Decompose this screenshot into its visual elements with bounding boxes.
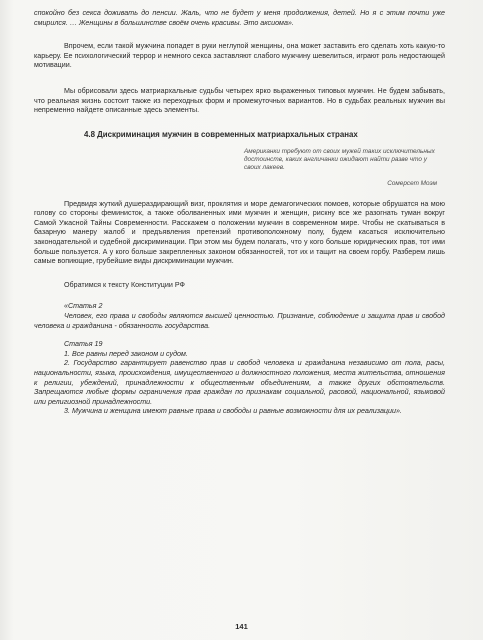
article-19-item-1: 1. Все равны перед законом и судом.	[64, 349, 188, 358]
article-2-text: Человек, его права и свободы являются высшей ценностью. Признание, соблюдение и защита прав и свобод человека и гражданина - обязанность государства.	[34, 311, 445, 330]
top-quote: спокойно без секса доживать до пенсии. Жаль, что не будет у меня продолжения, детей. Но я с этим почти уже смирился. … Женщины в большинстве своём очень красивы. Это аксиома».	[34, 9, 445, 27]
constitution-quote	[34, 302, 445, 417]
article-19-item-2: 2. Государство гарантирует равенство прав и свобод человека и гражданина независимо от пола, расы, национальности, языка, происхождения, имущественного и должностного положения, места жительства, отношения к религии, убеждений, принадлежности к общественным объединениям, а также других обстоятельств. Запрещаются любые формы ограничения прав граждан по признакам социальной, расовой, национальной, языковой или религиозной принадлежности.	[34, 359, 445, 406]
epigraph-author: Сомерсет Моэм	[387, 179, 437, 187]
paragraph-2: Мы обрисовали здесь матриархальные судьбы четырех ярко выраженных типовых мужчин. Не будем забывать, что реальная жизнь состоит также из переходных форм и промежуточных вариантов. Но в судьбах реальных мужчин вы непременно найдете описанные здесь элементы.	[34, 86, 445, 115]
constitution-intro: Обратимся к тексту Конституции РФ	[64, 280, 185, 289]
article-19-title: Статья 19	[64, 340, 103, 349]
article-19-item-3: 3. Мужчина и женщина имеют равные права и свободы и равные возможности для их реализации».	[64, 407, 402, 416]
section-heading: 4.8 Дискриминация мужчин в современных матриархальных странах	[84, 129, 358, 139]
epigraph: Американки требуют от своих мужей таких исключительных достоинств, каких англичанки ожидают найти разве что у своих лакеев.	[244, 147, 435, 172]
paragraph-1: Впрочем, если такой мужчина попадет в руки неглупой женщины, она может заставить его сделать хоть какую-то карьеру. Ее психологический террор и немного секса заставляют слабого мужчину шевелиться, играют роль недостающей мотивации.	[34, 42, 445, 70]
article-2-title: «Статья 2	[64, 302, 103, 311]
page-number: 141	[235, 622, 248, 631]
paragraph-3: Предвидя жуткий душераздирающий визг, проклятия и море демагогических помоев, которые обрушатся на мою голову со стороны феминисток, а также оболваненных ими мужчин и женщин, рискну все же разогнать туман вокруг Самой Ужасной Тайны Современности. Расскажем о положении мужчин в современном мире. Чтобы не скатываться в базарную манеру жалоб и предъявления претензий противоположному полу, будем касаться исключительно законодательной и судебной дискриминации. При этом мы будем полагать, что у кого больше юридических прав, тот ими больше пользуется. А у кого больше закрепленных законом обязанностей, тот их и тащит на своем горбу. Разберем лишь самые вопиющие, грубейшие виды дискриминации мужчин.	[34, 199, 445, 266]
